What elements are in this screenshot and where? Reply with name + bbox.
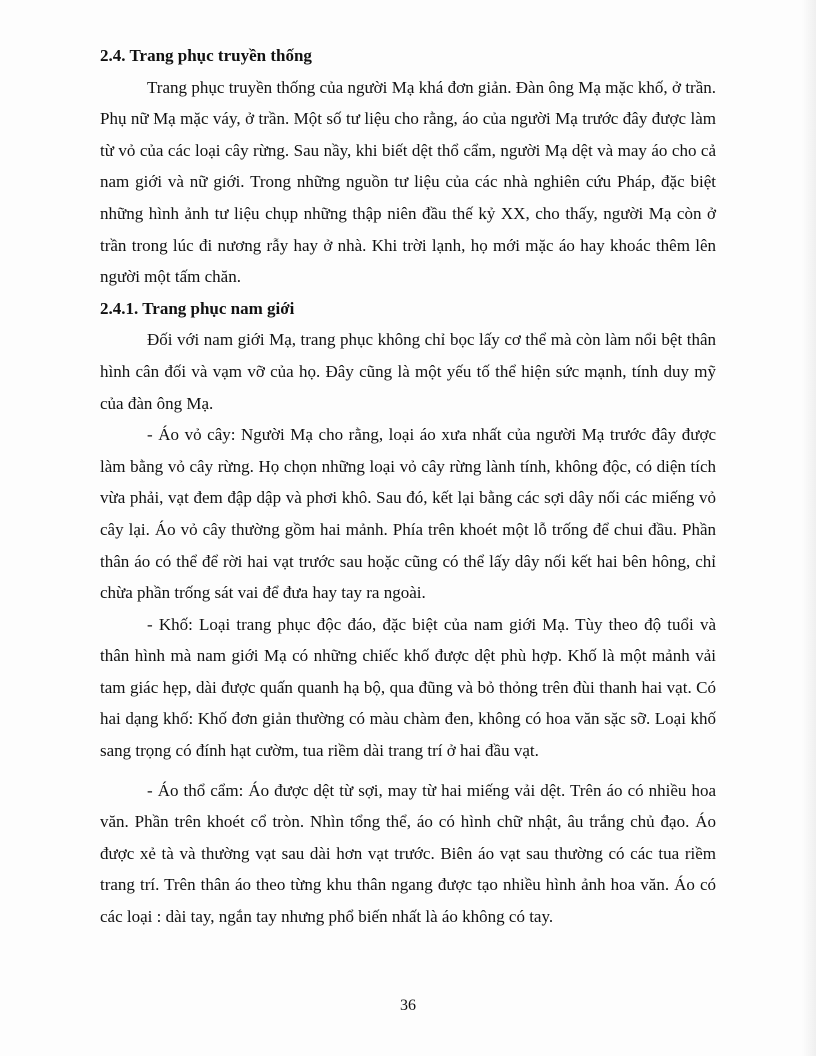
- page-number: 36: [400, 997, 416, 1014]
- paragraph-brocade-shirt: - Áo thổ cẩm: Áo được dệt từ sợi, may từ hai miếng vải dệt. Trên áo có nhiều hoa văn. Phần trên khoét cổ tròn. Nhìn tổng thể, áo có hình chữ nhật, âu trắng chủ đạo. Áo được xẻ tà và thường vạt sau dài hơn vạt trước. Biên áo vạt sau thường có các tua riềm trang trí. Trên thân áo theo từng khu thân ngang được tạo nhiều hình ảnh hoa văn. Áo có các loại : dài tay, ngắn tay nhưng phổ biến nhất là áo không có tay.: [100, 780, 716, 927]
- subsection-heading: 2.4.1. Trang phục nam giới: [100, 298, 295, 318]
- scan-edge-shadow: [802, 0, 816, 1056]
- paragraph-bark-shirt: - Áo vỏ cây: Người Mạ cho rằng, loại áo xưa nhất của người Mạ trước đây được làm bằng vỏ cây rừng. Họ chọn những loại vỏ cây rừng lành tính, không độc, có diện tích vừa phải, vạt đem đập dập và phơi khô. Sau đó, kết lại bằng các sợi dây nối các miếng vỏ cây lại. Áo vỏ cây thường gồm hai mảnh. Phía trên khoét một lỗ trống để chui đầu. Phần thân áo có thể để rời hai vạt trước sau hoặc cũng có thể lấy dây nối kết hai bên hông, chỉ chừa phần trống sát vai để đưa hay tay ra ngoài.: [100, 425, 716, 603]
- section-heading: 2.4. Trang phục truyền thống: [100, 46, 312, 65]
- page-content: [100, 40, 716, 933]
- paragraph-loincloth: - Khố: Loại trang phục độc đáo, đặc biệt của nam giới Mạ. Tùy theo độ tuổi và thân hình mà nam giới Mạ có những chiếc khố được dệt phù hợp. Khố là một mảnh vải tam giác hẹp, dài được quấn quanh hạ bộ, qua đũng và bỏ thỏng trên đùi thanh hai vạt. Có hai dạng khố: Khố đơn giản thường có màu chàm đen, không có hoa văn sặc sỡ. Loại khố sang trọng có đính hạt cườm, tua riềm dài trang trí ở hai đầu vạt.: [100, 614, 716, 761]
- intro-paragraph: Trang phục truyền thống của người Mạ khá đơn giản. Đàn ông Mạ mặc khố, ở trần. Phụ nữ Mạ mặc váy, ở trần. Một số tư liệu cho rằng, áo của người Mạ trước đây được làm từ vỏ của các loại cây rừng. Sau nầy, khi biết dệt thổ cẩm, người Mạ dệt và may áo cho cả nam giới và nữ giới. Trong những nguồn tư liệu của các nhà nghiên cứu Pháp, đặc biệt những hình ảnh tư liệu chụp những thập niên đầu thế kỷ XX, cho thấy, người Mạ còn ở trần trong lúc đi nương rẫy hay ở nhà. Khi trời lạnh, họ mới mặc áo hay khoác thêm lên người một tấm chăn.: [100, 77, 716, 287]
- paragraph-male-attire: Đối với nam giới Mạ, trang phục không chỉ bọc lấy cơ thể mà còn làm nổi bệt thân hình cân đối và vạm vỡ của họ. Đây cũng là một yếu tố thể hiện sức mạnh, tính duy mỹ của đàn ông Mạ.: [100, 330, 716, 413]
